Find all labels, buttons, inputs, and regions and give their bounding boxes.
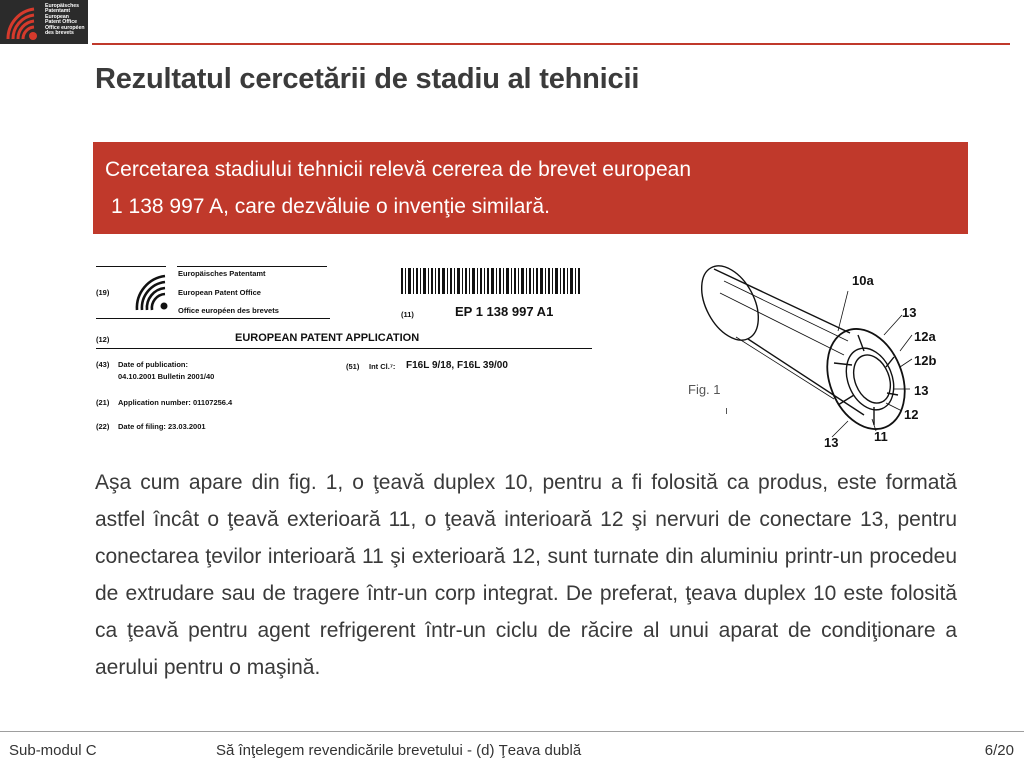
header-divider (92, 43, 1010, 45)
inid-code: (11) (401, 310, 414, 319)
slide-footer (0, 731, 1024, 769)
callout-line-2: 1 138 997 A, care dezvăluie o invenţie similară. (111, 195, 550, 218)
epo-logo-icon (4, 3, 40, 41)
divider (96, 266, 166, 267)
page-title: Rezultatul cercetării de stadiu al tehnicii (95, 63, 640, 95)
figure-label: 12a (914, 329, 936, 344)
figure-label: 13 (914, 383, 929, 398)
divider (177, 266, 327, 267)
int-cl-label: Int Cl.⁷: (369, 362, 396, 371)
footer-module: Sub-modul C (9, 742, 97, 759)
inid-code: (12) (96, 335, 110, 344)
publication-number: EP 1 138 997 A1 (455, 304, 554, 319)
inid-code: (22) (96, 422, 110, 431)
figure-caption: Fig. 1 (688, 382, 721, 397)
callout-box (93, 142, 968, 234)
divider (96, 348, 592, 349)
application-number: Application number: 01107256.4 (118, 398, 233, 407)
document-type: EUROPEAN PATENT APPLICATION (235, 332, 420, 344)
publication-date-label: Date of publication: (118, 360, 188, 369)
inid-code: (21) (96, 398, 110, 407)
logo-line: Europäisches (45, 3, 80, 9)
figure-label: 13 (824, 435, 839, 450)
logo-line: des brevets (45, 30, 74, 37)
divider (726, 408, 727, 414)
patent-document-excerpt (93, 262, 601, 440)
footer-course-title: Să înţelegem revendicările brevetului - (d) Ţeava dublă (216, 742, 582, 759)
inid-code: (51) (346, 362, 360, 371)
publication-date-value: 04.10.2001 Bulletin 2001/40 (118, 372, 215, 381)
barcode-icon (401, 268, 581, 294)
body-paragraph: Aşa cum apare din fig. 1, o ţeavă duplex 10, pentru a fi folosită ca produs, este formată astfel încât o ţeavă exterioară 11, o ţeavă interioară 12 şi nervuri de conectare 13, pentru conectarea ţevilor interioară 11 şi exterioară 12, sunt turnate din aluminiu printr-un procedeu de extrudare sau de tragere într-un corp integrat. De preferat, ţeava duplex 10 este folosită ca ţeavă pentru agent refrigerent într-un ciclu de răcire al unui aparat de condiţionare a aerului pentru o maşină. (95, 471, 957, 679)
logo-line: Office européen (45, 24, 85, 31)
office-name-en: European Patent Office (178, 288, 261, 297)
inid-code: (43) (96, 360, 110, 369)
office-name-de: Europäisches Patentamt (178, 269, 266, 278)
duplex-tube-figure (688, 255, 948, 453)
figure-label: 12b (914, 353, 937, 368)
footer-page-number: 6/20 (984, 742, 1014, 759)
int-cl-value: F16L 9/18, F16L 39/00 (406, 360, 508, 371)
logo-line: Patentamt (45, 8, 71, 15)
inid-code: (19) (96, 288, 110, 297)
callout-line-1: Cercetarea stadiului tehnicii relevă cererea de brevet european (105, 158, 692, 181)
office-name-fr: Office européen des brevets (178, 306, 279, 315)
divider (96, 318, 330, 319)
figure-label: 10a (852, 273, 874, 288)
epo-emblem-icon (131, 270, 171, 312)
logo-line: European (45, 13, 69, 20)
filing-date: Date of filing: 23.03.2001 (118, 422, 206, 431)
logo-text (45, 4, 87, 36)
logo-line: Patent Office (45, 19, 77, 26)
figure-label: 12 (904, 407, 919, 422)
figure-label: 13 (902, 305, 917, 320)
figure-label: 11 (874, 429, 888, 444)
epo-logo (0, 0, 88, 44)
